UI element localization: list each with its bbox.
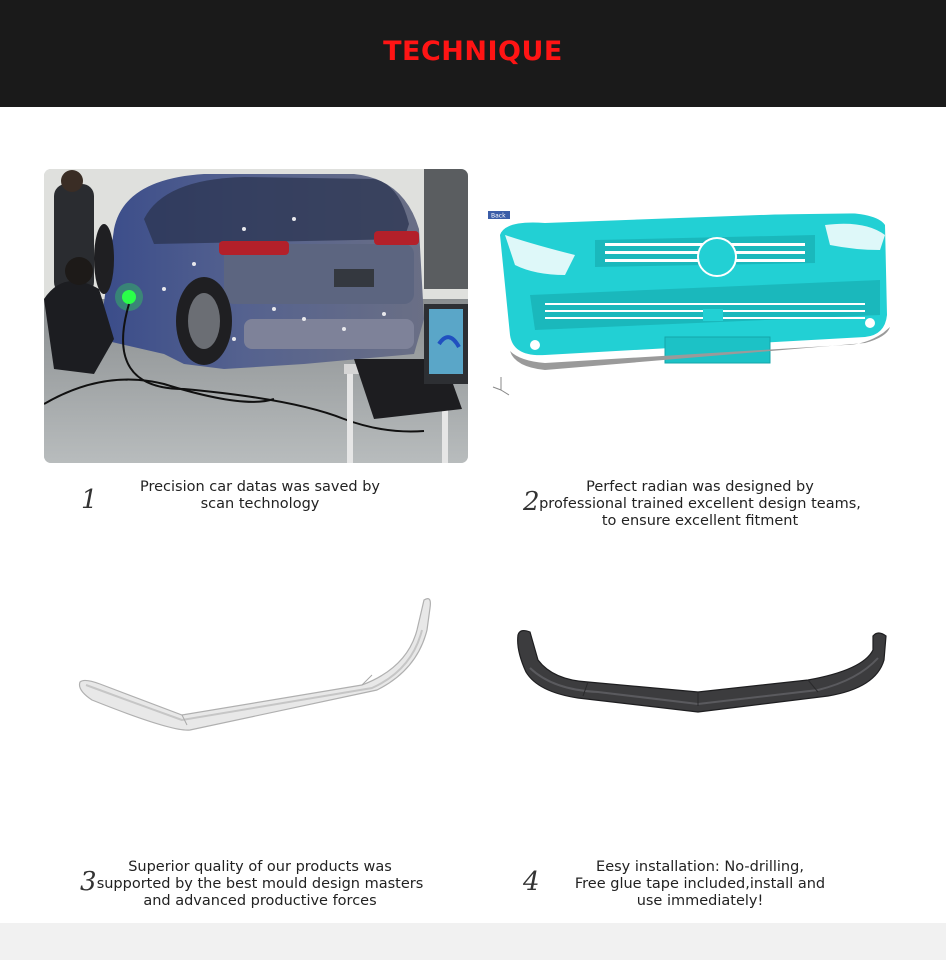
caption-line: to ensure excellent fitment: [601, 513, 799, 529]
step-caption-2: [530, 479, 870, 530]
cad-bumper-illustration: [485, 205, 905, 410]
scan-photo-illustration: [44, 169, 468, 463]
caption-line: use immediately!: [636, 893, 764, 909]
caption-line: Eesy installation: No-drilling,: [596, 859, 804, 875]
footer-band: [0, 923, 946, 960]
step-caption-4: [560, 859, 840, 910]
carbon-lip-illustration: [508, 620, 898, 720]
header-band: [0, 0, 946, 107]
cad-scan-image: [485, 205, 905, 410]
step-number-4: 4: [523, 867, 540, 897]
caption-line: Free glue tape included,install and: [574, 876, 826, 892]
caption-line: supported by the best mould design masters: [96, 876, 424, 892]
white-lip-illustration: [72, 590, 442, 740]
step-caption-1: [110, 479, 410, 513]
back-label: Back: [491, 212, 506, 220]
carbon-lip-image: [508, 620, 898, 720]
caption-line: Superior quality of our products was: [128, 859, 392, 875]
step-number-1: 1: [81, 485, 98, 515]
caption-line: scan technology: [200, 496, 320, 512]
caption-line: Precision car datas was saved by: [139, 479, 380, 495]
page-title: TECHNIQUE: [383, 36, 563, 67]
caption-line: Perfect radian was designed by: [586, 479, 814, 495]
step-number-3: 3: [80, 867, 97, 897]
step-caption-3: [95, 859, 425, 910]
step-number-2: 2: [523, 487, 540, 517]
caption-line: professional trained excellent design teams,: [539, 496, 861, 512]
caption-line: and advanced productive forces: [143, 893, 377, 909]
white-lip-image: [72, 590, 442, 740]
scan-photo: [44, 169, 468, 463]
